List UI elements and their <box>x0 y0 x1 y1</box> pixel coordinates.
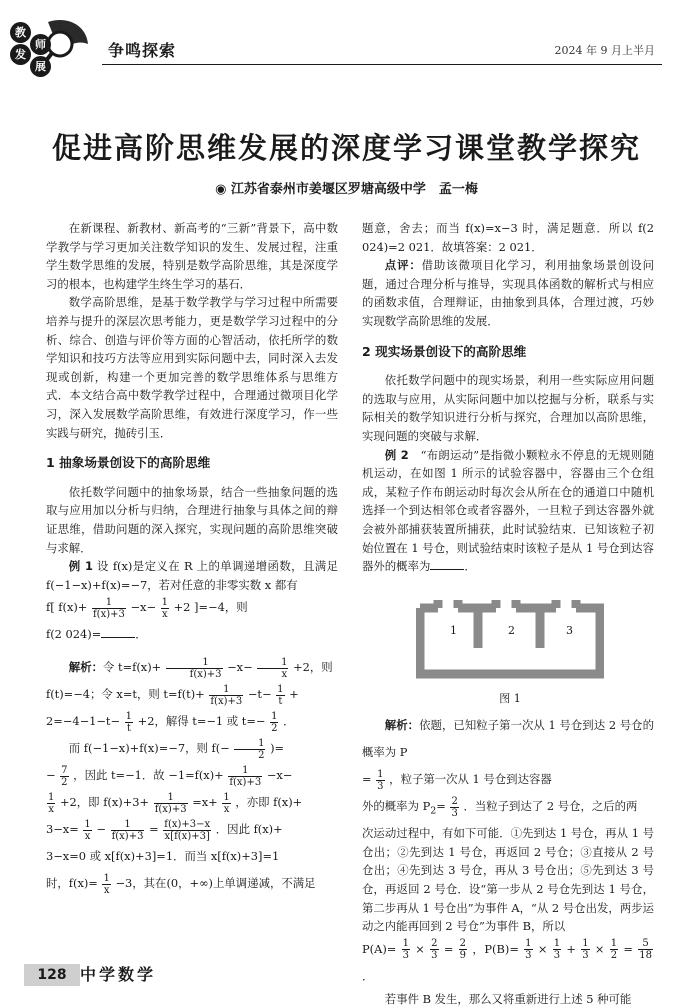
text: ． <box>135 627 147 642</box>
example-label: 例 1 <box>68 559 93 574</box>
paragraph: 在新课程、新教材、新高考的“三新”背景下，高中数学教学与学习更加关注数学知识的发生、发展过程，注重学生数学思维的发展，特别是数学高阶思维，其是深度学习的根本，也构建学生终生学习的基石． <box>46 221 338 291</box>
section-heading: 1 抽象场景创设下的高阶思维 <box>46 455 211 471</box>
magazine-name: 中学数学 <box>80 965 157 984</box>
paragraph: 依托数学问题中的抽象场景，结合一些抽象问题的选取与应用加以分析与归纳，合理进行抽象与具体之间的辩证思维，借助问题的深入探究，实现问题的高阶思维突破与求解． <box>46 484 338 555</box>
text: P(A)= <box>362 941 397 956</box>
text: + <box>289 687 299 702</box>
fraction: $\frac{1}{x}$ <box>223 791 230 815</box>
text: ，粒子第一次从 1 号仓到达容器 <box>389 772 552 786</box>
right-column-lower <box>362 712 654 1008</box>
fraction: $\frac{5}{18}$ <box>639 938 652 962</box>
fraction: $\frac{1}{f(x)+3}$ <box>92 596 125 620</box>
text: ． <box>362 968 374 983</box>
fraction: $\frac{1}{3}$ <box>525 938 532 962</box>
badge-char: 师 <box>30 34 51 55</box>
text: × <box>415 941 425 956</box>
text: = <box>362 772 372 786</box>
text: 而 f(−1−x)+f(x)=−7，则 f(− <box>68 741 230 756</box>
text: − <box>46 768 56 783</box>
subscript: 2 <box>430 805 437 817</box>
text: +2，即 f(x)+3+ <box>60 795 150 810</box>
text: −x− <box>266 768 293 783</box>
example-2 <box>362 446 654 576</box>
issue-date: 2024 年 9 月上半月 <box>554 44 655 57</box>
figure-caption: 图 1 <box>499 692 521 705</box>
right-column <box>362 219 654 576</box>
fraction: $\frac{2}{3}$ <box>431 938 438 962</box>
text: 时，f(x)= <box>46 876 98 891</box>
math-block <box>362 936 654 990</box>
fraction: $\frac{1}{x}$ <box>257 657 288 680</box>
text: − <box>96 822 106 837</box>
fraction: $\frac{2}{9}$ <box>459 938 467 962</box>
text: = <box>443 941 454 956</box>
fraction: $\frac{1}{f(x)+3}$ <box>229 764 262 788</box>
author-line: ◉ 江苏省泰州市姜堰区罗塘高级中学 孟一梅 <box>215 182 478 197</box>
fraction: $\frac{1}{2}$ <box>234 738 265 761</box>
fraction: $\frac{1}{3}$ <box>402 938 409 962</box>
header-rule <box>102 64 662 65</box>
text: × <box>594 941 605 956</box>
text: +2，则 <box>293 660 333 675</box>
badge-char: 发 <box>10 44 31 65</box>
text: 设 f(x)是定义在 R 上的单调递增函数，且满足 f(−1−x)+f(x)=−7，若对任意的非零实数 x 都有 <box>46 559 338 592</box>
fraction: $\frac{2}{3}$ <box>451 795 458 819</box>
answer-blank <box>101 636 135 638</box>
badge-char: 展 <box>30 56 51 77</box>
fraction: $\frac{7}{2}$ <box>61 764 68 788</box>
article-title: 促进高阶思维发展的深度学习课堂教学探究 <box>51 131 641 165</box>
column-logo <box>8 14 92 76</box>
fraction: $\frac{1}{t}$ <box>277 683 284 707</box>
text: =x+ <box>192 795 218 810</box>
comment <box>362 256 654 330</box>
text: + <box>566 941 576 956</box>
text: ． <box>464 559 476 574</box>
paragraph: 若事件 B 发生，那么又将重新进行上述 5 种可能 <box>384 991 632 1006</box>
chamber-label: 1 <box>450 624 457 637</box>
text: = <box>436 799 446 813</box>
paragraph: 次运动过程中，有如下可能．①先到达 1 号仓，再从 1 号仓出；②先到达 1 号仓，再返回 2 号仓；③直接从 2 号仓出；④先到达 3 号仓，再从 3 号仓出；⑤先到达 3 号仓，再返回 2 号仓．设“第一步从 2 号仓先到达 1 号仓，第二步再从 1 号仓出”为事件 A，“从 2 号仓出发，两步运动之内能再回到 2 号仓”为事件 B，所以 <box>362 826 654 934</box>
solution-label: 解析： <box>68 660 103 675</box>
text: −x− <box>227 660 253 675</box>
fraction: $\frac{1}{t}$ <box>125 710 133 734</box>
text: f(2 024)= <box>46 627 102 642</box>
fraction: $\frac{1}{f(x)+3}$ <box>111 818 144 842</box>
chamber-label: 3 <box>566 624 573 637</box>
text: 令 t=f(x)+ <box>102 660 162 675</box>
text: f[ f(x)+ <box>46 600 91 615</box>
fraction: $\frac{1}{x}$ <box>161 596 169 620</box>
math-block <box>362 712 654 824</box>
fraction: $\frac{1}{f(x)+3}$ <box>166 657 223 680</box>
example-label: 例 2 <box>384 447 409 462</box>
fraction: $\frac{1}{x}$ <box>103 872 110 896</box>
section-heading: 2 现实场景创设下的高阶思维 <box>362 343 527 359</box>
fraction: $\frac{1}{f(x)+3}$ <box>154 791 187 815</box>
fraction: $\frac{1}{3}$ <box>377 768 384 792</box>
example-1 <box>46 557 338 594</box>
text: ．因此 f(x)+ <box>215 822 283 837</box>
fraction: $\frac{1}{f(x)+3}$ <box>210 683 243 707</box>
text: 3−x=0 或 x[f(x)+3]=1．而当 x[f(x)+3]=1 <box>46 849 280 864</box>
left-column <box>46 219 338 897</box>
math-block <box>46 594 338 897</box>
text: ，P(B)= <box>472 941 519 956</box>
badge-char: 教 <box>10 22 31 43</box>
text: 借助该微项目化学习，利用抽象场景创设问题，通过合理分析与推导，实现具体函数的解析式与相应的函数求值，合理辩证，由抽象到具体，合理过渡，巧妙实现数学高阶思维的发展． <box>362 258 654 328</box>
text: 外的概率为 P <box>362 799 431 813</box>
paragraph: 题意，舍去；而当 f(x)=x−3 时，满足题意．所以 f(2 024)=2 021．故填答案：2 021． <box>362 221 654 254</box>
chamber-label: 2 <box>508 624 515 637</box>
text: ，因此 t=−1．故 −1=f(x)+ <box>73 768 224 783</box>
column-name: 争鸣探索 <box>108 41 177 60</box>
fraction: $\frac{1}{2}$ <box>271 710 278 734</box>
paragraph: 数学高阶思维，是基于数学教学与学习过程中所需要培养与提升的深层次思考能力，更是数学学习过程中的分析、综合、创造与评价等方面的心智活动，依托所学的数学知识和技巧方法等应用到实际问题中去，同时深入去发现或创新，构建一个更加完善的数学思维体系与思维方式．本文结合高中数学教学过程中，合理通过微项目化学习，深入发展数学高阶思维，有效进行深度学习，作一些实践与研究，抛砖引玉． <box>46 295 338 440</box>
fraction: $\frac{1}{x}$ <box>48 791 55 815</box>
text: 2=−4−1−t− <box>46 714 121 729</box>
text: −t− <box>247 687 272 702</box>
text: “布朗运动”是指微小颗粒永不停息的无规则随机运动，在如图 1 所示的试验容器中，容器由三个仓组成，某粒子作布朗运动时每次会从所在仓的通道口中随机选择一个到达相邻仓或者容器外，一旦粒子到达容器外就会被外部捕获装置所捕获，此时试验结束．已知该粒子初始位置在 1 号仓，则试验结束时该粒子是从 1 号仓到达容器外的概率为 <box>362 447 654 574</box>
solution-label: 解析： <box>384 718 420 732</box>
text: = <box>149 822 159 837</box>
text: 依题，已知粒子第一次从 1 号仓到达 2 号仓的概率为 P <box>362 718 654 759</box>
page-number: 128 <box>24 964 80 986</box>
text: ． <box>283 714 295 729</box>
comment-label: 点评： <box>384 258 422 273</box>
text: 3−x= <box>46 822 79 837</box>
text: ．当粒子到达了 2 号仓，之后的两 <box>463 799 638 813</box>
text: = <box>623 941 633 956</box>
text: f(t)=−4；令 x=t，则 t=f(t)+ <box>46 687 205 702</box>
text: −3，其在(0，+∞)上单调递减，不满足 <box>115 876 316 891</box>
text: )= <box>270 741 285 756</box>
container-figure <box>416 596 604 682</box>
fraction: $\frac{1}{3}$ <box>553 938 561 962</box>
text: −x− <box>130 600 160 615</box>
fraction: $\frac{f(x)+3-x}{x[f(x)+3]}$ <box>164 818 211 842</box>
text: +2，解得 t=−1 或 t=− <box>137 714 266 729</box>
paragraph: 依托数学问题中的现实场景，利用一些实际应用问题的选取与应用，从实际问题中加以挖掘与分析，联系与实际相关的数学知识进行分析与探究，合理加以高阶思维，实现问题的突破与求解． <box>362 373 654 443</box>
text: +2 ]=−4，则 <box>173 600 248 615</box>
fraction: $\frac{1}{x}$ <box>84 818 91 842</box>
text: × <box>537 941 548 956</box>
fraction: $\frac{1}{2}$ <box>610 938 618 962</box>
text: ，亦即 f(x)+ <box>235 795 303 810</box>
answer-blank <box>430 568 464 570</box>
fraction: $\frac{1}{3}$ <box>582 938 589 962</box>
